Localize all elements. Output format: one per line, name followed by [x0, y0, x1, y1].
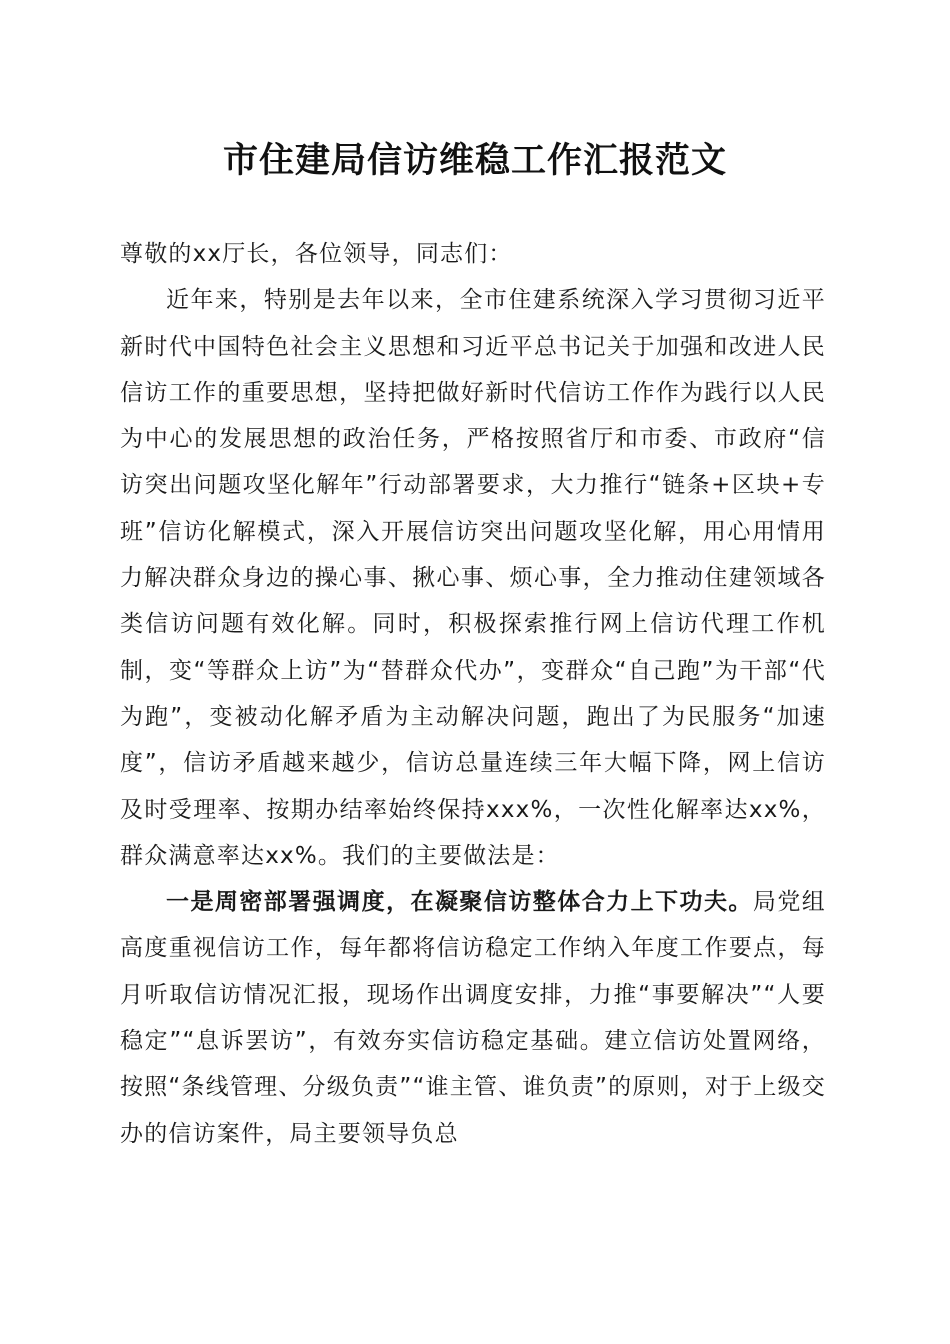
salutation: 尊敬的xx厅长，各位领导，同志们： [120, 241, 513, 267]
paragraph-first-measure [120, 879, 826, 1157]
paragraph-heading: 一是周密部署强调度，在凝聚信访整体合力上下功夫。 [166, 889, 753, 916]
document-title: 市住建局信访维稳工作汇报范文 [222, 140, 727, 181]
paragraph-text: 局党组高度重视信访工作，每年都将信访稳定工作纳入年度工作要点，每月听取信访情况汇报，现场作出调度安排，力推“事要解决”“人要稳定”“息诉罢访”，有效夯实信访稳定基础。建立信访处置网络，按照“条线管理、分级负责”“谁主管、谁负责”的原则，对于上级交办的信访案件，局主要领导负总 [120, 889, 826, 1147]
document-body [120, 231, 826, 1157]
paragraph-intro: 近年来，特别是去年以来，全市住建系统深入学习贯彻习近平新时代中国特色社会主义思想和习近平总书记关于加强和改进人民信访工作的重要思想，坚持把做好新时代信访工作作为践行以人民为中心的发展思想的政治任务，严格按照省厅和市委、市政府“信访突出问题攻坚化解年”行动部署要求，大力推行“链条+区块+专班”信访化解模式，深入开展信访突出问题攻坚化解，用心用情用力解决群众身边的操心事、揪心事、烦心事，全力推动住建领域各类信访问题有效化解。同时，积极探索推行网上信访代理工作机制，变“等群众上访”为“替群众代办”，变群众“自己跑”为干部“代为跑”，变被动化解矛盾为主动解决问题，跑出了为民服务“加速度”，信访矛盾越来越少，信访总量连续三年大幅下降，网上信访及时受理率、按期办结率始终保持xxx%，一次性化解率达xx%，群众满意率达xx%。我们的主要做法是： [120, 287, 826, 869]
